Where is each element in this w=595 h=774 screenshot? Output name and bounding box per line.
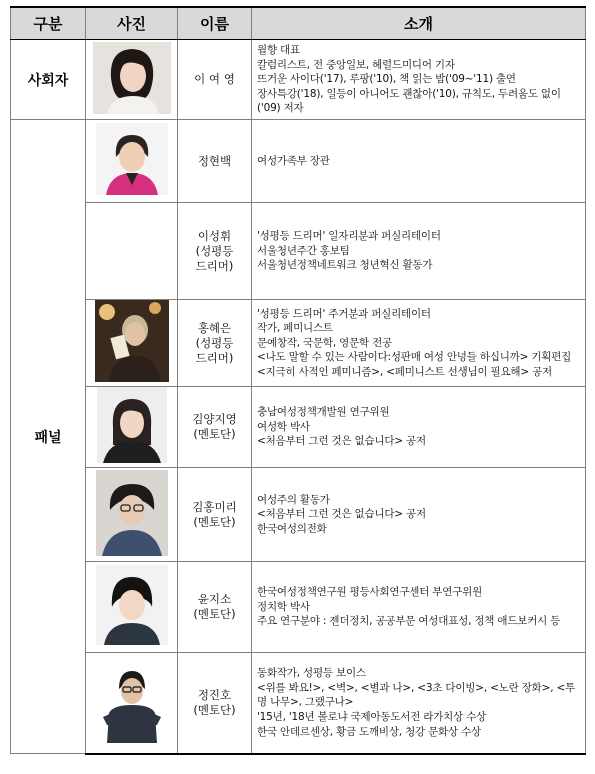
- intro-line: 장사특강('18), 일등이 아니어도 괜찮아('10), 규칙도, 두려움도 없이 ('09) 저자: [257, 87, 561, 115]
- table-row: [11, 387, 586, 468]
- header-photo: 사진: [86, 7, 178, 40]
- intro-line: <위를 봐요!>, <벽>, <별과 나>, <3초 다이빙>, <노란 장화>, <투명 나무>, 그랬구나>: [257, 681, 576, 709]
- intro-line: 주요 연구분야 : 젠더정치, 공공부문 여성대표성, 정책 애드보커시 등: [257, 615, 561, 628]
- name-line: (성평등: [195, 243, 234, 258]
- name-line: 김양지영: [192, 412, 237, 426]
- name-line: 정진호: [197, 687, 232, 702]
- person-intro: [252, 40, 586, 120]
- intro-line: 여성주의 활동가: [257, 493, 330, 506]
- intro-line: <지극히 사적인 페미니즘>, <페미니스트 선생님이 필요해> 공저: [257, 365, 552, 378]
- photo-cell: [86, 40, 178, 120]
- person-name: [178, 653, 252, 754]
- name-line: (멘토단): [193, 427, 236, 441]
- header-intro: 소개: [252, 7, 586, 40]
- name-line: 이 여 영: [194, 72, 235, 86]
- table-row: [11, 40, 586, 120]
- person-name: [178, 203, 252, 300]
- person-intro: [252, 468, 586, 562]
- intro-line: 한국 안데르센상, 황금 도깨비상, 청강 문화상 수상: [257, 725, 481, 738]
- table-row: [11, 300, 586, 387]
- intro-line: '성평등 드리머' 일자리분과 퍼실리테이터: [257, 230, 441, 243]
- name-line: 드리머): [195, 350, 234, 365]
- name-line: (멘토단): [193, 702, 236, 717]
- program-table: [10, 6, 586, 755]
- table-row: [11, 562, 586, 653]
- role-panel: 패널: [11, 120, 86, 754]
- intro-line: 한국여성의전화: [257, 522, 327, 535]
- person-intro: [252, 203, 586, 300]
- portrait-photo: [93, 42, 171, 114]
- photo-cell-empty: [86, 203, 178, 300]
- name-line: 드리머): [195, 258, 234, 273]
- intro-line: <나도 말할 수 있는 사람이다:성판매 여성 안녕들 하십니까> 기획편집: [257, 351, 572, 364]
- intro-line: 서울청년주간 홍보팀: [257, 244, 350, 257]
- table-row: [11, 120, 586, 203]
- intro-line: 여성가족부 장관: [257, 154, 330, 167]
- portrait-photo: [95, 300, 169, 382]
- portrait-photo: [96, 123, 168, 195]
- intro-line: 문예창작, 국문학, 영문학 전공: [257, 336, 393, 349]
- person-name: [178, 387, 252, 468]
- intro-line: <처음부터 그런 것은 없습니다> 공저: [257, 508, 426, 521]
- intro-line: 작가, 페미니스트: [257, 322, 333, 335]
- intro-line: '성평등 드리머' 주거분과 퍼실리테이터: [257, 307, 431, 320]
- photo-cell: [86, 653, 178, 754]
- portrait-photo: [96, 470, 168, 556]
- intro-line: 여성학 박사: [257, 420, 310, 433]
- name-line: 이성휘: [197, 228, 232, 243]
- intro-line: 한국여성정책연구원 평등사회연구센터 부연구위원: [257, 586, 483, 599]
- person-name: [178, 40, 252, 120]
- intro-line: 정치학 박사: [257, 600, 310, 613]
- person-intro: [252, 300, 586, 387]
- intro-line: <처음부터 그런 것은 없습니다> 공저: [257, 435, 426, 448]
- photo-cell: [86, 562, 178, 653]
- name-line: 윤지소: [197, 592, 232, 606]
- intro-line: '15년, '18년 볼로냐 국제아동도서전 라가치상 수상: [257, 711, 487, 724]
- photo-cell: [86, 300, 178, 387]
- header-name: 이름: [178, 7, 252, 40]
- name-line: 김홍미리: [192, 499, 237, 514]
- photo-cell: [86, 387, 178, 468]
- person-intro: [252, 562, 586, 653]
- intro-line: 서울청년정책네트워크 청년혁신 활동가: [257, 259, 433, 272]
- role-host: 사회자: [11, 40, 86, 120]
- header-row: [11, 7, 586, 40]
- table-row: [11, 203, 586, 300]
- portrait-photo: [97, 387, 167, 463]
- person-intro: [252, 653, 586, 754]
- photo-cell: [86, 120, 178, 203]
- person-name: [178, 468, 252, 562]
- person-intro: [252, 387, 586, 468]
- person-intro: [252, 120, 586, 203]
- intro-line: 동화작가, 성평등 보이스: [257, 667, 366, 680]
- portrait-photo: [96, 565, 168, 645]
- intro-line: 월향 대표: [257, 44, 300, 57]
- table-row: [11, 653, 586, 754]
- person-name: [178, 562, 252, 653]
- table-row: [11, 468, 586, 562]
- name-line: (멘토단): [193, 514, 236, 529]
- name-line: (성평등: [195, 335, 234, 350]
- person-name: [178, 300, 252, 387]
- intro-line: 칼럼리스트, 전 중앙일보, 헤럴드미디어 기자: [257, 58, 455, 71]
- name-line: 정현백: [197, 153, 232, 168]
- name-line: (멘토단): [193, 607, 236, 621]
- photo-cell: [86, 468, 178, 562]
- person-name: [178, 120, 252, 203]
- portrait-photo: [99, 659, 165, 743]
- header-category: 구분: [11, 7, 86, 40]
- intro-line: 충남여성정책개발원 연구위원: [257, 406, 390, 419]
- name-line: 홍혜은: [197, 320, 232, 335]
- intro-line: 뜨거운 사이다('17), 루팡('10), 책 읽는 밤('09~'11) 출연: [257, 73, 516, 86]
